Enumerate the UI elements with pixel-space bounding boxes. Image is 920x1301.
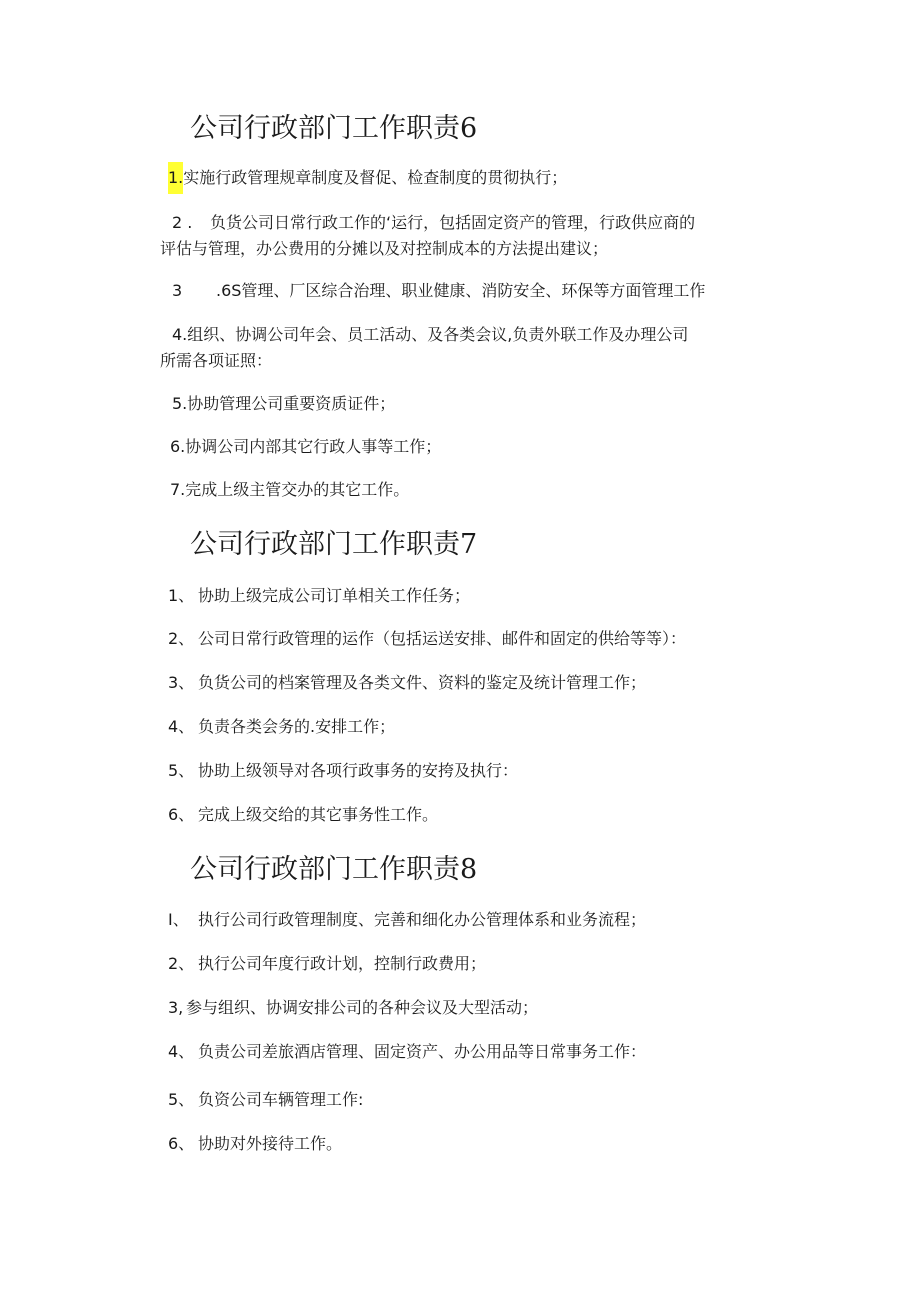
item-text: 评估与管理，办公费用的分摊以及对控制成本的方法提出建议； [160, 239, 609, 258]
section-title: 公司行政部门工作职责7 [190, 529, 478, 560]
item-text: 协助管理公司重要资质证件； [187, 394, 396, 413]
item-number: 5. [172, 394, 188, 413]
list-item [168, 904, 646, 936]
item-text: 实施行政管理规章制度及督促、检查制度的贯彻执行； [183, 168, 568, 187]
section-title: 公司行政部门工作职责8 [190, 854, 478, 885]
list-item [168, 948, 486, 980]
item-text: 组织、协调公司年会、员工活动、及各类会议,负责外联工作及办理公司 [187, 325, 689, 344]
item-text: 执行公司行政管理制度、完善和细化办公管理体系和业务流程； [198, 910, 647, 929]
item-number: 1. [168, 162, 183, 194]
item-number: I、 [168, 910, 189, 929]
list-item [168, 580, 470, 612]
item-number: 2、 [168, 954, 195, 973]
item-number: 3 [172, 281, 183, 300]
list-item [168, 711, 395, 743]
list-item [168, 799, 438, 831]
item-text: 协助对外接待工作。 [198, 1134, 343, 1153]
item-number: 6、 [168, 805, 195, 824]
item-text: 协助上级领导对各项行政事务的安挎及执行： [198, 761, 519, 780]
list-item [168, 992, 538, 1024]
item-number: 7. [170, 480, 186, 499]
item-text: 公司日常行政管理的运作（包括运送安排、邮件和固定的供给等等）： [198, 629, 687, 648]
item-number: 2、 [168, 629, 195, 648]
item-number: 6、 [168, 1134, 195, 1153]
item-number: 5、 [168, 761, 195, 780]
item-text: 完成上级交给的其它事务性工作。 [198, 805, 439, 824]
item-text: .6S管理、厂区综合治理、职业健康、消防安全、环保等方面管理工作 [216, 281, 706, 300]
item-text: 完成上级主管交办的其它工作。 [185, 480, 410, 499]
item-text: 执行公司年度行政计划，控制行政费用； [198, 954, 487, 973]
item-text: 协调公司内部其它行政人事等工作； [185, 437, 442, 456]
list-item [172, 388, 395, 420]
item-number: 3, [168, 998, 184, 1017]
list-item [168, 162, 567, 194]
list-item [168, 755, 518, 787]
item-text: 负责公司差旅酒店管理、固定资产、办公用品等日常事务工作： [198, 1042, 647, 1061]
item-number: 6. [170, 437, 186, 456]
list-item [168, 667, 646, 699]
list-item [168, 1084, 363, 1116]
item-text: 负责各类会务的.安排工作； [198, 717, 396, 736]
item-text: 负货公司日常行政工作的‘运行，包括固定资产的管理，行政供应商的 [210, 213, 696, 232]
list-item [170, 431, 441, 463]
item-text: 协助上级完成公司订单相关工作任务； [198, 586, 471, 605]
item-number: 4、 [168, 1042, 195, 1061]
item-number: 4. [172, 325, 188, 344]
item-number: 4、 [168, 717, 195, 736]
list-item-continuation [160, 233, 608, 265]
list-item-continuation [160, 345, 272, 377]
list-item [168, 623, 686, 655]
item-text: 负货公司的档案管理及各类文件、资料的鉴定及统计管理工作； [198, 673, 647, 692]
item-text: 负资公司车辆管理工作: [198, 1090, 364, 1109]
section-title: 公司行政部门工作职责6 [190, 113, 478, 144]
list-item [168, 1036, 646, 1068]
item-number: 2 . [172, 213, 193, 232]
list-item [170, 474, 409, 506]
item-text: 参与组织、协调安排公司的各种会议及大型活动； [186, 998, 539, 1017]
item-number: 5、 [168, 1090, 195, 1109]
item-number: 3、 [168, 673, 195, 692]
list-item [172, 275, 705, 307]
item-text: 所需各项证照： [160, 351, 273, 370]
item-number: 1、 [168, 586, 195, 605]
list-item [168, 1128, 342, 1160]
